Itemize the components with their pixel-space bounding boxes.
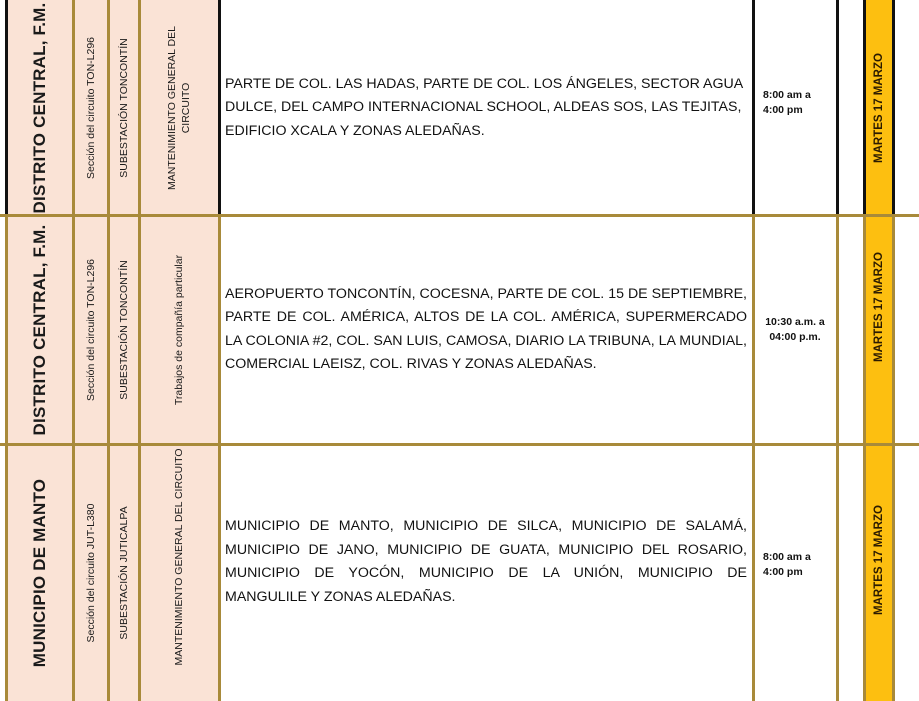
- circuit-section-label: Sección del circuito JUT-L380: [84, 503, 97, 642]
- affected-areas-text: AEROPUERTO TONCONTÍN, COCESNA, PARTE DE COL. 15 DE SEPTIEMBRE, PARTE DE COL. AMÉRICA, ALTOS DE LA COL. AMÉRICA, SUPERMERCADO LA COLONIA #2, COL. SAN LUIS, CAMOSA, DIARIO LA TRIBUNA, LA MUNDIAL, COMERCIAL LAEISZ, COL. RIVAS Y ZONAS ALEDAÑAS.: [225, 285, 747, 372]
- border: [107, 215, 110, 701]
- work-type-label: Trabajos de compañía particular: [173, 254, 185, 405]
- empty-cell: [837, 444, 864, 701]
- section-cell: [73, 0, 108, 215]
- time-start: 8:00 am a: [763, 550, 811, 563]
- work-type-label: MANTENIMIENTO GENERAL DEL CIRCUITO: [173, 448, 185, 666]
- time-start: 8:00 am a: [763, 89, 811, 102]
- section-cell: [73, 215, 108, 444]
- border: [752, 215, 755, 701]
- affected-areas-text: MUNICIPIO DE MANTO, MUNICIPIO DE SILCA, MUNICIPIO DE SALAMÁ, MUNICIPIO DE JANO, MUNICIPIO DE GUATA, MUNICIPIO DEL ROSARIO, MUNICIPIO DE YOCÓN, MUNICIPIO DE LA UNIÓN, MUNICIPIO DE MANGULILE Y ZONAS ALEDAÑAS.: [225, 518, 747, 605]
- circuit-section-label: Sección del circuito TON-L296: [84, 36, 97, 179]
- work-type-cell: [139, 0, 219, 215]
- affected-areas-cell: [219, 215, 753, 444]
- border: [218, 0, 221, 215]
- time-cell: [753, 215, 837, 444]
- municipality-cell: [6, 0, 73, 215]
- border: [863, 215, 866, 701]
- border: [72, 0, 75, 215]
- border: [107, 0, 110, 215]
- time-cell: [753, 444, 837, 701]
- time-end: 04:00 p.m.: [769, 330, 821, 343]
- affected-areas-cell: [219, 444, 753, 701]
- border: [138, 0, 141, 215]
- work-type-cell: [139, 215, 219, 444]
- section-cell: [73, 444, 108, 701]
- border: [5, 215, 8, 701]
- municipality-label: MUNICIPIO DE MANTO: [29, 478, 49, 667]
- border: [892, 0, 895, 215]
- border: [752, 0, 755, 215]
- time-cell: [753, 0, 837, 215]
- border: [0, 214, 919, 217]
- circuit-section-label: Sección del circuito TON-L296: [84, 258, 97, 401]
- border: [836, 0, 839, 215]
- work-type-line: CIRCUITO: [180, 82, 192, 133]
- time-range: [753, 88, 837, 118]
- substation-cell: [108, 215, 139, 444]
- date-label: MARTES 17 MARZO: [872, 504, 885, 615]
- time-end: 4:00 pm: [763, 565, 803, 578]
- date-cell: [864, 215, 893, 444]
- time-start: 10:30 a.m. a: [765, 315, 825, 328]
- municipality-cell: [6, 444, 73, 701]
- date-cell: [864, 0, 893, 215]
- time-end: 4:00 pm: [763, 104, 803, 117]
- border: [218, 215, 221, 701]
- work-type-label: [165, 26, 193, 190]
- date-label: MARTES 17 MARZO: [872, 52, 885, 163]
- border: [72, 215, 75, 701]
- substation-label: SUBESTACIÓN TONCONTÍN: [117, 37, 130, 178]
- date-cell: [864, 444, 893, 701]
- border: [138, 215, 141, 701]
- border: [0, 443, 919, 446]
- affected-areas-text: PARTE DE COL. LAS HADAS, PARTE DE COL. LOS ÁNGELES, SECTOR AGUA DULCE, DEL CAMPO INTERNACIONAL SCHOOL, ALDEAS SOS, LAS TEJITAS, EDIFICIO XCALA Y ZONAS ALEDAÑAS.: [225, 75, 743, 139]
- substation-cell: [108, 0, 139, 215]
- empty-cell: [837, 0, 864, 215]
- border: [892, 215, 895, 701]
- time-range: [753, 550, 837, 580]
- border: [836, 215, 839, 701]
- empty-cell: [837, 215, 864, 444]
- work-type-cell: [139, 444, 219, 701]
- substation-cell: [108, 444, 139, 701]
- substation-label: SUBESTACIÓN TONCONTÍN: [117, 259, 130, 400]
- time-range: [753, 315, 837, 345]
- border: [863, 0, 866, 215]
- affected-areas-cell: [219, 0, 753, 215]
- work-type-line: MANTENIMIENTO GENERAL DEL: [166, 25, 178, 190]
- municipality-label: DISTRITO CENTRAL, F.M.: [29, 2, 49, 213]
- substation-label: SUBESTACIÓN JUTICALPA: [117, 505, 130, 640]
- date-label: MARTES 17 MARZO: [872, 251, 885, 362]
- municipality-cell: [6, 215, 73, 444]
- municipality-label: DISTRITO CENTRAL, F.M.: [29, 224, 49, 435]
- border: [5, 0, 8, 215]
